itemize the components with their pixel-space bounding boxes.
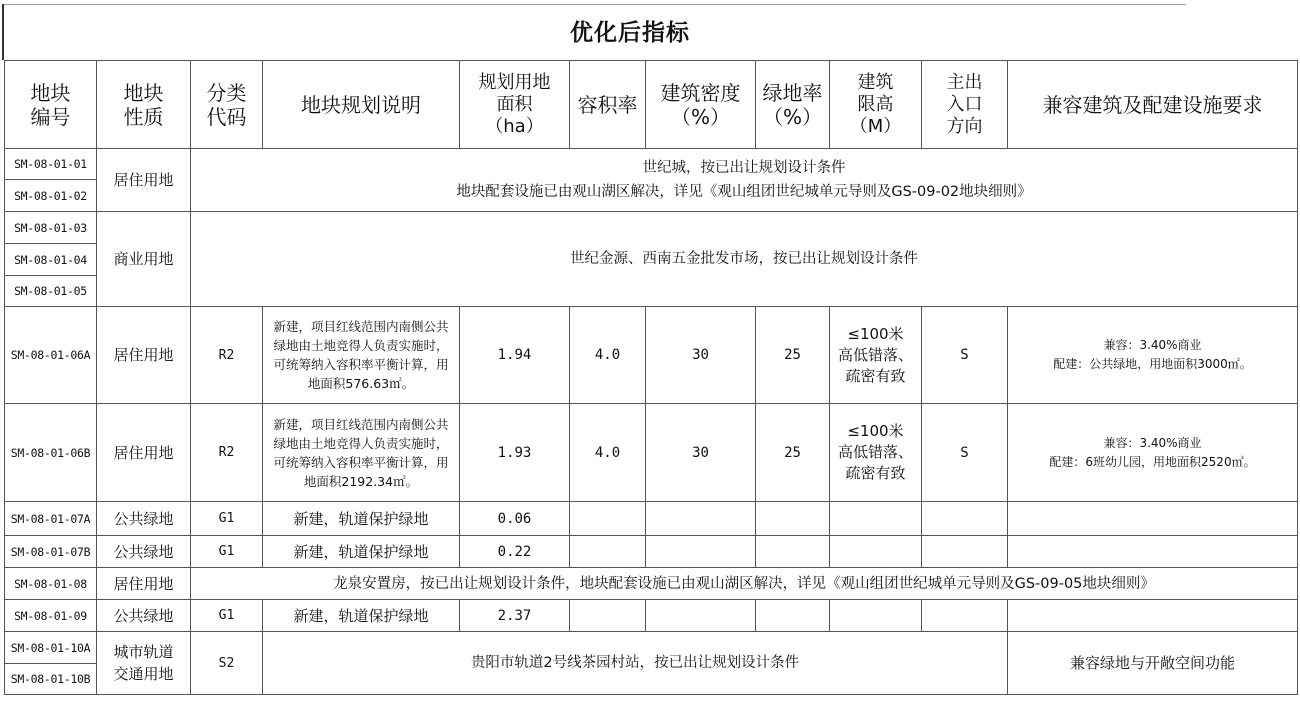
header-text: 分类 <box>206 80 247 105</box>
block-code: SM-08-01-06B <box>5 404 97 502</box>
facility-requirements: 兼容绿地与开敞空间功能 <box>1008 632 1298 695</box>
plan-description <box>263 307 460 404</box>
header-text: （%） <box>670 104 730 129</box>
floor-area-ratio: 4.0 <box>570 307 646 404</box>
table-row <box>5 600 1298 632</box>
class-code: R2 <box>191 404 263 502</box>
header-text: 绿地率 <box>762 80 823 105</box>
table-row <box>5 632 1298 664</box>
header-description: 地块规划说明 <box>263 61 460 149</box>
empty-cell <box>830 536 922 568</box>
header-text: 方向 <box>946 115 983 137</box>
class-code: S2 <box>191 632 263 695</box>
header-text: （%） <box>762 104 822 129</box>
land-nature: 商业用地 <box>97 212 191 307</box>
height-line: ≤100米 <box>847 324 904 343</box>
header-far: 容积率 <box>570 61 646 149</box>
table-row <box>5 307 1298 404</box>
class-code: R2 <box>191 307 263 404</box>
land-nature: 居住用地 <box>97 568 191 600</box>
empty-cell <box>1008 502 1298 536</box>
plan-description: 新建，轨道保护绿地 <box>263 502 460 536</box>
empty-cell <box>1008 536 1298 568</box>
header-text: 主出 <box>946 71 983 93</box>
height-limit <box>830 307 922 404</box>
header-text: 规划用地 <box>478 71 551 93</box>
land-nature: 居住用地 <box>97 307 191 404</box>
height-line: 高低错落、 <box>837 443 913 461</box>
top-rule <box>2 4 1186 5</box>
land-area: 0.06 <box>460 502 570 536</box>
header-text: 建筑 <box>857 71 894 93</box>
header-text: 性质 <box>123 104 164 129</box>
block-code: SM-08-01-03 <box>5 212 97 244</box>
nature-line: 城市轨道 <box>113 643 174 661</box>
nature-line: 交通用地 <box>113 665 174 683</box>
facility-requirements <box>1008 404 1298 502</box>
table-row <box>5 502 1298 536</box>
header-text: 代码 <box>206 104 247 129</box>
empty-cell <box>756 600 830 632</box>
height-line: 高低错落、 <box>837 345 913 364</box>
header-facilities: 兼容建筑及配建设施要求 <box>1008 61 1298 149</box>
indicator-table <box>4 60 1298 695</box>
block-code: SM-08-01-07B <box>5 536 97 568</box>
header-text: 编号 <box>30 104 71 129</box>
height-line: 疏密有致 <box>845 366 906 385</box>
empty-cell <box>570 536 646 568</box>
empty-cell <box>922 502 1008 536</box>
land-area: 0.22 <box>460 536 570 568</box>
green-rate: 25 <box>756 404 830 502</box>
height-limit <box>830 404 922 502</box>
header-text: 限高 <box>857 93 894 115</box>
empty-cell <box>922 536 1008 568</box>
block-code: SM-08-01-10B <box>5 664 97 695</box>
page-title: 优化后指标 <box>570 20 690 46</box>
land-nature: 居住用地 <box>97 149 191 212</box>
table-row <box>5 536 1298 568</box>
desc-line: 新建，项目红线范围内南侧公共 <box>273 319 449 334</box>
plan-description: 新建，轨道保护绿地 <box>263 536 460 568</box>
desc-line: 可统筹纳入容积率平衡计算，用 <box>273 357 449 372</box>
header-entrance <box>922 61 1008 149</box>
block-code: SM-08-01-10A <box>5 632 97 664</box>
merged-note: 世纪金源、西南五金批发市场，按已出让规划设计条件 <box>191 212 1298 307</box>
merged-note <box>191 149 1298 212</box>
class-code: G1 <box>191 502 263 536</box>
table-row <box>5 404 1298 502</box>
header-nature <box>97 61 191 149</box>
desc-line: 绿地由土地竞得人负责实施时， <box>273 435 449 451</box>
empty-cell <box>1008 600 1298 632</box>
empty-cell <box>830 600 922 632</box>
height-line: ≤100米 <box>847 422 904 440</box>
land-area: 1.94 <box>460 307 570 404</box>
note-line: 世纪城，按已出让规划设计条件 <box>642 160 846 176</box>
block-code: SM-08-01-04 <box>5 244 97 276</box>
block-code: SM-08-01-01 <box>5 149 97 180</box>
empty-cell <box>570 600 646 632</box>
header-class-code <box>191 61 263 149</box>
merged-note: 龙泉安置房，按已出让规划设计条件，地块配套设施已由观山湖区解决，详见《观山组团世纪城单元导则及GS-09-05地块细则》 <box>191 568 1298 600</box>
desc-line: 地面积2192.34㎡。 <box>303 473 419 489</box>
empty-cell <box>646 536 756 568</box>
header-text: 入口 <box>946 93 983 115</box>
land-area: 1.93 <box>460 404 570 502</box>
empty-cell <box>570 502 646 536</box>
land-nature: 公共绿地 <box>97 536 191 568</box>
green-rate: 25 <box>756 307 830 404</box>
req-line: 兼容：3.40%商业 <box>1103 338 1202 352</box>
header-text: （M） <box>849 115 902 137</box>
header-density <box>646 61 756 149</box>
block-code: SM-08-01-09 <box>5 600 97 632</box>
req-line: 兼容：3.40%商业 <box>1103 435 1202 450</box>
header-block-no <box>5 61 97 149</box>
req-line: 配建：6班幼儿园，用地面积2520㎡。 <box>1049 454 1256 469</box>
header-green <box>756 61 830 149</box>
land-nature: 公共绿地 <box>97 502 191 536</box>
merged-note: 贵阳市轨道2号线茶园村站，按已出让规划设计条件 <box>263 632 1008 695</box>
empty-cell <box>756 536 830 568</box>
class-code: G1 <box>191 600 263 632</box>
building-density: 30 <box>646 307 756 404</box>
header-text: 地块 <box>123 80 164 105</box>
entrance-direction: S <box>922 404 1008 502</box>
header-text: 建筑密度 <box>660 80 741 105</box>
req-line: 配建：公共绿地，用地面积3000㎡。 <box>1053 357 1252 371</box>
header-text: 面积 <box>496 93 533 115</box>
floor-area-ratio: 4.0 <box>570 404 646 502</box>
desc-line: 可统筹纳入容积率平衡计算，用 <box>273 454 449 470</box>
block-code: SM-08-01-05 <box>5 276 97 307</box>
land-area: 2.37 <box>460 600 570 632</box>
entrance-direction: S <box>922 307 1008 404</box>
header-text: 地块 <box>30 80 71 105</box>
header-height <box>830 61 922 149</box>
header-row <box>5 61 1298 149</box>
block-code: SM-08-01-06A <box>5 307 97 404</box>
facility-requirements <box>1008 307 1298 404</box>
block-code: SM-08-01-07A <box>5 502 97 536</box>
empty-cell <box>646 600 756 632</box>
empty-cell <box>646 502 756 536</box>
block-code: SM-08-01-02 <box>5 180 97 212</box>
desc-line: 新建，项目红线范围内南侧公共 <box>273 416 449 432</box>
land-nature: 居住用地 <box>97 404 191 502</box>
land-nature: 公共绿地 <box>97 600 191 632</box>
note-line: 地块配套设施已由观山湖区解决，详见《观山组团世纪城单元导则及GS-09-02地块细则》 <box>456 184 1032 200</box>
desc-line: 绿地由土地竞得人负责实施时， <box>273 338 449 353</box>
table-row <box>5 568 1298 600</box>
class-code: G1 <box>191 536 263 568</box>
table-row <box>5 212 1298 244</box>
height-line: 疏密有致 <box>845 464 906 482</box>
land-nature <box>97 632 191 695</box>
block-code: SM-08-01-08 <box>5 568 97 600</box>
empty-cell <box>756 502 830 536</box>
plan-description: 新建，轨道保护绿地 <box>263 600 460 632</box>
plan-description <box>263 404 460 502</box>
empty-cell <box>922 600 1008 632</box>
empty-cell <box>830 502 922 536</box>
desc-line: 地面积576.63㎡。 <box>307 376 415 391</box>
header-area <box>460 61 570 149</box>
header-text: （ha） <box>485 115 544 137</box>
building-density: 30 <box>646 404 756 502</box>
table-row <box>5 149 1298 180</box>
